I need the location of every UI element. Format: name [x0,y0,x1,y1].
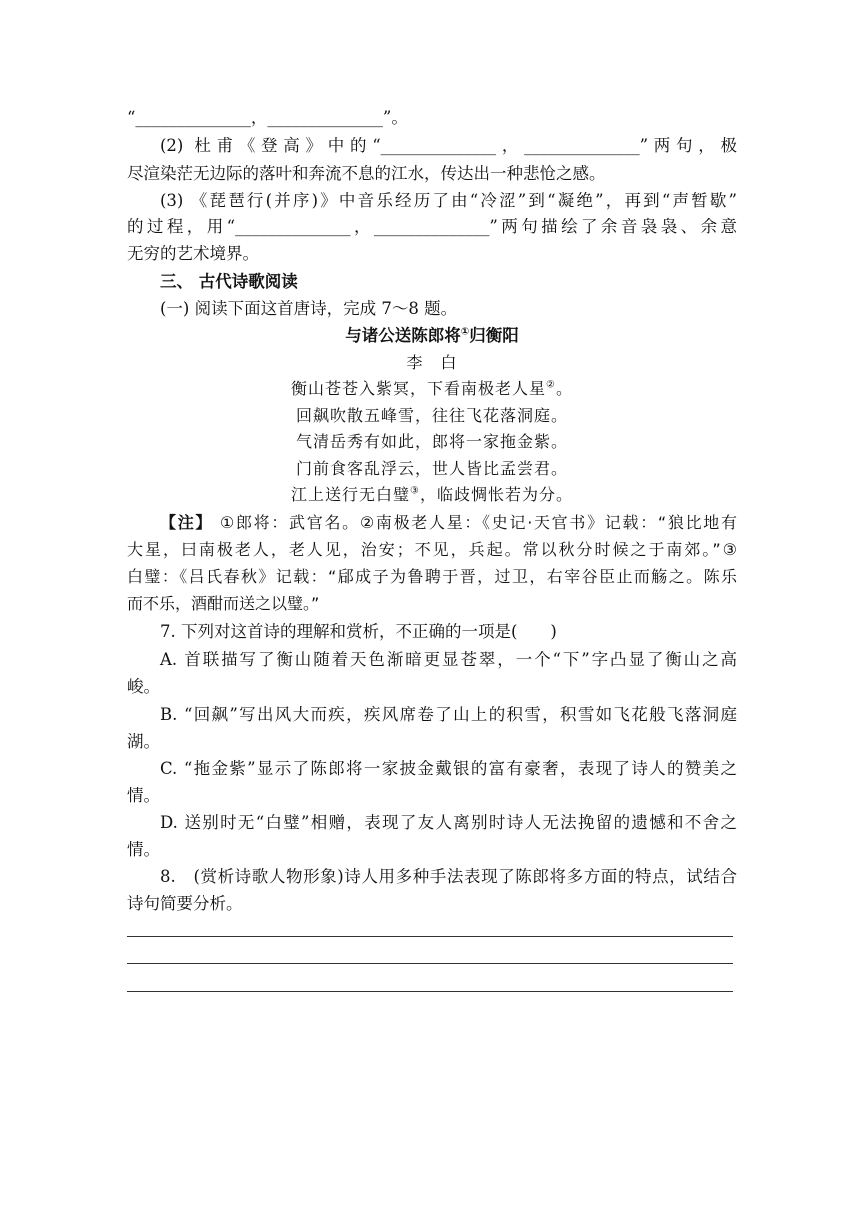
answer-line-1[interactable] [127,936,733,937]
answer-line-3[interactable] [127,991,733,992]
note-label: 【注】 [160,513,214,532]
poem-title: 与诸公送陈郎将①归衡阳 [345,326,519,345]
question-8: 8. (赏析诗歌人物形象)诗人用多种手法表现了陈郎将多方面的特点，试结合 [160,867,737,886]
answer-line-2[interactable] [127,963,733,964]
poem-line-2: 回飙吹散五峰雪，往往飞花落洞庭。 [295,406,568,425]
q6-item-3-end: 无穷的艺术境界。 [127,244,259,263]
option-d: D. 送别时无“白璧”相赠，表现了友人离别时诗人无法挽留的遗憾和不舍之 [160,813,737,832]
option-b: B. “回飙”写出风大而疾，疾风席卷了山上的积雪，积雪如飞花般飞落洞庭 [160,705,737,724]
option-a-cont: 峻。 [127,677,160,696]
option-b-cont: 湖。 [127,732,160,751]
note-line-4: 而不乐，酒酣而送之以璧。” [127,594,320,613]
poem-line-3: 气清岳秀有如此，郎将一家拖金紫。 [295,432,568,451]
option-c: C. “拖金紫”显示了陈郎将一家披金戴银的富有豪奢，表现了诗人的赞美之 [160,759,737,778]
footnote-marker: ③ [410,485,420,497]
option-d-cont: 情。 [127,840,160,859]
q6-item-3: (3) 《琵琶行(并序)》中音乐经历了由“冷涩”到“凝绝”，再到“声暂歇” [160,191,737,210]
option-a: A. 首联描写了衡山随着天色渐暗更显苍翠，一个“下”字凸显了衡山之高 [160,650,737,669]
note-line-2: 大星，曰南极老人，老人见，治安；不见，兵起。常以秋分时候之于南郊。”③ [127,540,737,559]
question-7: 7. 下列对这首诗的理解和赏析，不正确的一项是( ) [160,622,557,641]
section-instruction: (一) 阅读下面这首唐诗，完成 7～8 题。 [160,299,458,318]
poem-line-5: 江上送行无白璧③，临歧惆怅若为分。 [291,485,573,504]
poem-author: 李 白 [406,353,458,372]
q6-item-2: (2) 杜甫《登高》中的“______________，______________”两句，极 [160,136,737,155]
poem-line-1: 衡山苍苍入紫冥，下看南极老人星②。 [291,379,573,398]
footnote-marker: ① [460,326,470,338]
question-8-cont: 诗句简要分析。 [127,894,243,913]
poem-line-4: 门前食客乱浮云，世人皆比孟尝君。 [295,459,568,478]
footnote-marker: ② [546,379,556,391]
note-line-1: 【注】 ①郎将：武官名。②南极老人星：《史记·天官书》记载：“狼比地有 [160,513,737,532]
q6-blank-line: “______________，______________”。 [127,108,408,127]
q6-item-2-cont: 尽渲染茫无边际的落叶和奔流不息的江水，传达出一种悲怆之感。 [127,164,606,183]
section-heading: 三、 古代诗歌阅读 [160,272,298,291]
option-c-cont: 情。 [127,786,160,805]
q6-item-3-cont: 的过程，用“______________，______________”两句描绘了余音袅袅、余意 [127,217,737,236]
note-line-3: 白璧：《吕氏春秋》记载：“郈成子为鲁聘于晋，过卫，右宰谷臣止而觞之。陈乐 [127,567,737,586]
